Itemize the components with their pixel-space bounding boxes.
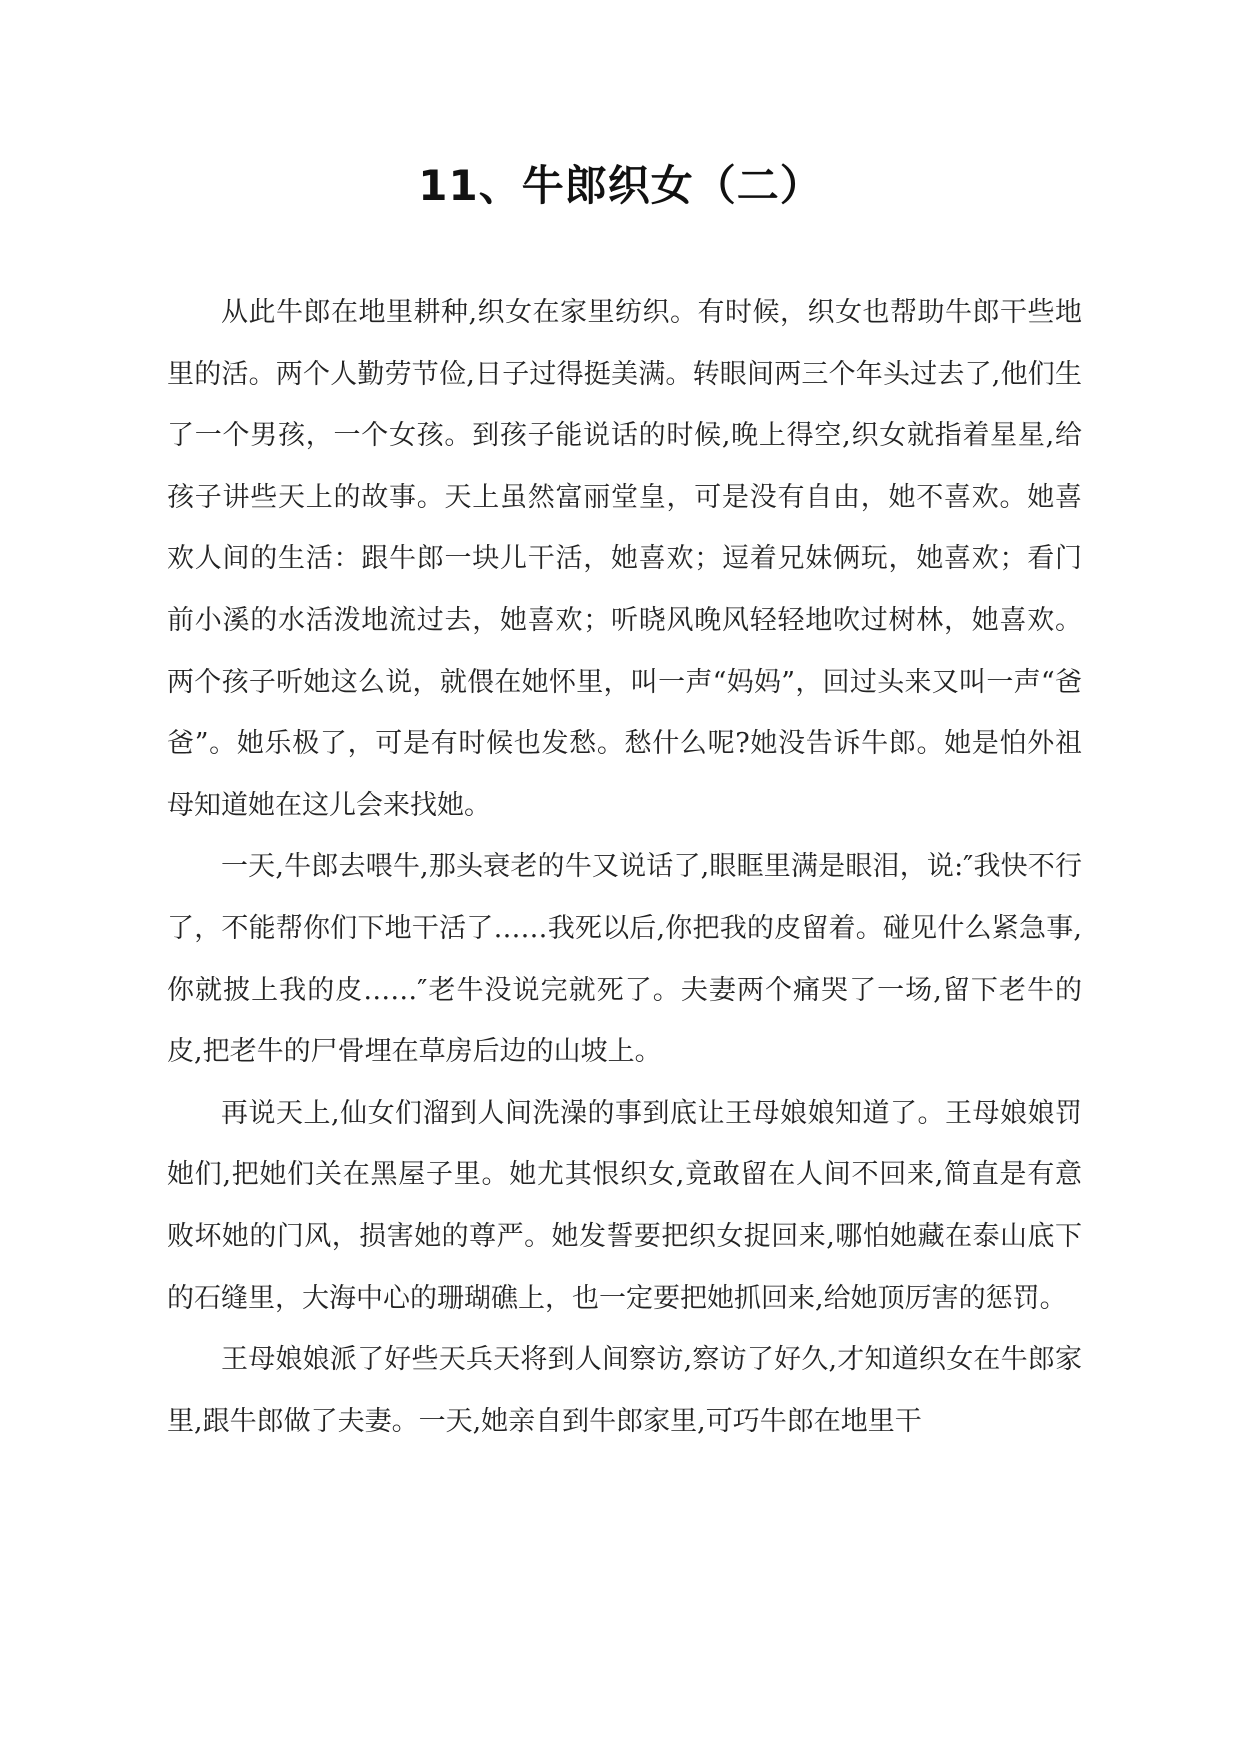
paragraph-1: 从此牛郎在地里耕种,织女在家里纺织。有时候，织女也帮助牛郎干些地里的活。两个人勤劳节俭,日子过得挺美满。转眼间两三个年头过去了,他们生了一个男孩，一个女孩。到孩子能说话的时候,晚上得空,织女就指着星星,给孩子讲些天上的故事。天上虽然富丽堂皇，可是没有自由，她不喜欢。她喜欢人间的生活：跟牛郎一块儿干活，她喜欢；逗着兄妹俩玩，她喜欢；看门前小溪的水活泼地流过去，她喜欢；听晓风晚风轻轻地吹过树林，她喜欢。两个孩子听她这么说，就偎在她怀里，叫一声“妈妈”，回过头来又叫一声“爸爸”。她乐极了，可是有时候也发愁。愁什么呢?她没告诉牛郎。她是怕外祖母知道她在这儿会来找她。 <box>167 297 1082 821</box>
document-body <box>167 282 1082 1452</box>
document-title: 11、牛郎织女（二） <box>418 161 823 210</box>
paragraph-4: 王母娘娘派了好些天兵天将到人间察访,察访了好久,才知道织女在牛郎家里,跟牛郎做了夫妻。一天,她亲自到牛郎家里,可巧牛郎在地里干 <box>167 1344 1082 1437</box>
paragraph-2: 一天,牛郎去喂牛,那头衰老的牛又说话了,眼眶里满是眼泪，说:″我快不行了，不能帮你们下地干活了……我死以后,你把我的皮留着。碰见什么紧急事,你就披上我的皮……″老牛没说完就死了。夫妻两个痛哭了一场,留下老牛的皮,把老牛的尸骨埋在草房后边的山坡上。 <box>167 851 1082 1068</box>
paragraph-3: 再说天上,仙女们溜到人间洗澡的事到底让王母娘娘知道了。王母娘娘罚她们,把她们关在黑屋子里。她尤其恨织女,竟敢留在人间不回来,简直是有意败坏她的门风，损害她的尊严。她发誓要把织女捉回来,哪怕她藏在泰山底下的石缝里，大海中心的珊瑚礁上，也一定要把她抓回来,给她顶厉害的惩罚。 <box>167 1097 1082 1314</box>
